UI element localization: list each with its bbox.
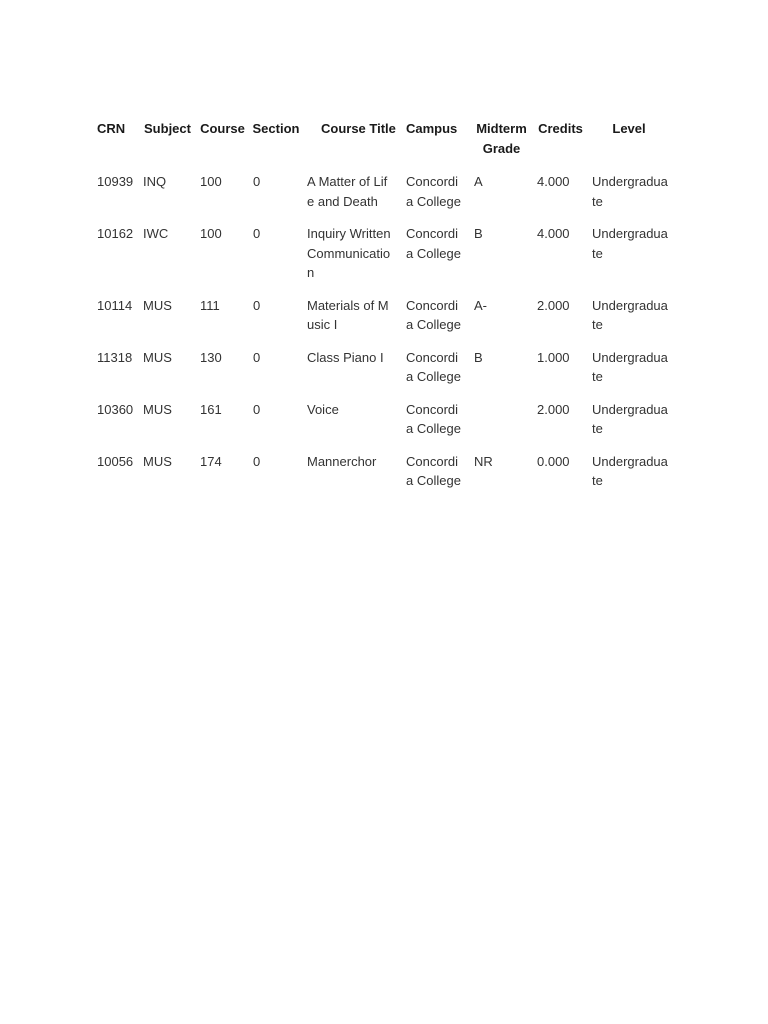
cell-credits: 1.000 <box>537 349 570 365</box>
cell-level: Undergraduate <box>592 453 668 488</box>
cell-section: 0 <box>253 226 261 241</box>
header-credits: Credits <box>538 121 583 136</box>
cell-campus: Concordia College <box>406 349 461 384</box>
cell-crn: 10162 <box>97 226 134 241</box>
cell-section: 0 <box>253 401 261 417</box>
table-row <box>93 296 670 348</box>
cell-credits: 2.000 <box>537 297 570 313</box>
cell-midterm-grade: B <box>474 226 483 241</box>
table-body <box>93 172 670 504</box>
header-level: Level <box>612 121 646 136</box>
cell-course-title: Class Piano I <box>307 349 384 365</box>
table-row <box>93 400 670 452</box>
table-header <box>93 117 670 172</box>
cell-crn: 10114 <box>97 297 133 313</box>
cell-midterm-grade: A- <box>474 297 487 313</box>
cell-subject: MUS <box>143 401 172 417</box>
cell-credits: 4.000 <box>537 174 570 189</box>
cell-level: Undergraduate <box>592 349 668 384</box>
cell-course-title: Inquiry Written Communication <box>307 226 391 280</box>
cell-crn: 11318 <box>97 349 133 365</box>
cell-campus: Concordia College <box>406 401 461 436</box>
cell-credits: 0.000 <box>537 453 570 469</box>
cell-credits: 4.000 <box>537 226 570 241</box>
cell-course: 100 <box>200 226 222 241</box>
grades-table <box>93 117 670 504</box>
cell-course-title: Mannerchor <box>307 453 377 469</box>
header-subject: Subject <box>144 121 191 136</box>
cell-course-title: Materials of Music I <box>307 297 389 332</box>
cell-level: Undergraduate <box>592 401 668 436</box>
cell-midterm-grade <box>470 400 533 452</box>
cell-section: 0 <box>253 349 261 365</box>
cell-level: Undergraduate <box>592 297 668 332</box>
cell-midterm-grade: A <box>474 174 483 189</box>
header-crn: CRN <box>97 121 126 136</box>
header-row <box>93 117 670 172</box>
cell-subject: IWC <box>143 226 169 241</box>
cell-subject: MUS <box>143 297 172 313</box>
cell-course-title: Voice <box>307 401 339 417</box>
cell-campus: Concordia College <box>406 226 461 261</box>
cell-level: Undergraduate <box>592 174 668 209</box>
cell-campus: Concordia College <box>406 174 461 209</box>
cell-credits: 2.000 <box>537 401 570 417</box>
table-row <box>93 452 670 504</box>
cell-course-title: A Matter of Life and Death <box>307 174 388 209</box>
cell-midterm-grade: B <box>474 349 483 365</box>
cell-course: 174 <box>200 453 222 469</box>
table-row <box>93 224 670 296</box>
cell-crn: 10056 <box>97 453 134 469</box>
cell-course: 111 <box>200 297 220 313</box>
header-course-title: Course Title <box>321 121 396 136</box>
table-row <box>93 172 670 224</box>
cell-subject: MUS <box>143 453 172 469</box>
cell-level: Undergraduate <box>592 226 668 261</box>
cell-course: 161 <box>200 401 222 417</box>
cell-campus: Concordia College <box>406 297 461 332</box>
cell-campus: Concordia College <box>406 453 461 488</box>
cell-course: 130 <box>200 349 222 365</box>
cell-crn: 10939 <box>97 174 134 189</box>
cell-midterm-grade: NR <box>474 453 493 469</box>
header-course: Course <box>200 121 245 136</box>
cell-subject: MUS <box>143 349 172 365</box>
cell-section: 0 <box>253 453 261 469</box>
cell-section: 0 <box>253 297 261 313</box>
header-campus: Campus <box>406 121 458 136</box>
cell-subject: INQ <box>143 174 167 189</box>
cell-course: 100 <box>200 174 222 189</box>
cell-section: 0 <box>253 174 261 189</box>
cell-crn: 10360 <box>97 401 134 417</box>
header-section: Section <box>252 121 300 136</box>
table-row <box>93 348 670 400</box>
header-midterm-grade: Midterm Grade <box>476 121 527 156</box>
